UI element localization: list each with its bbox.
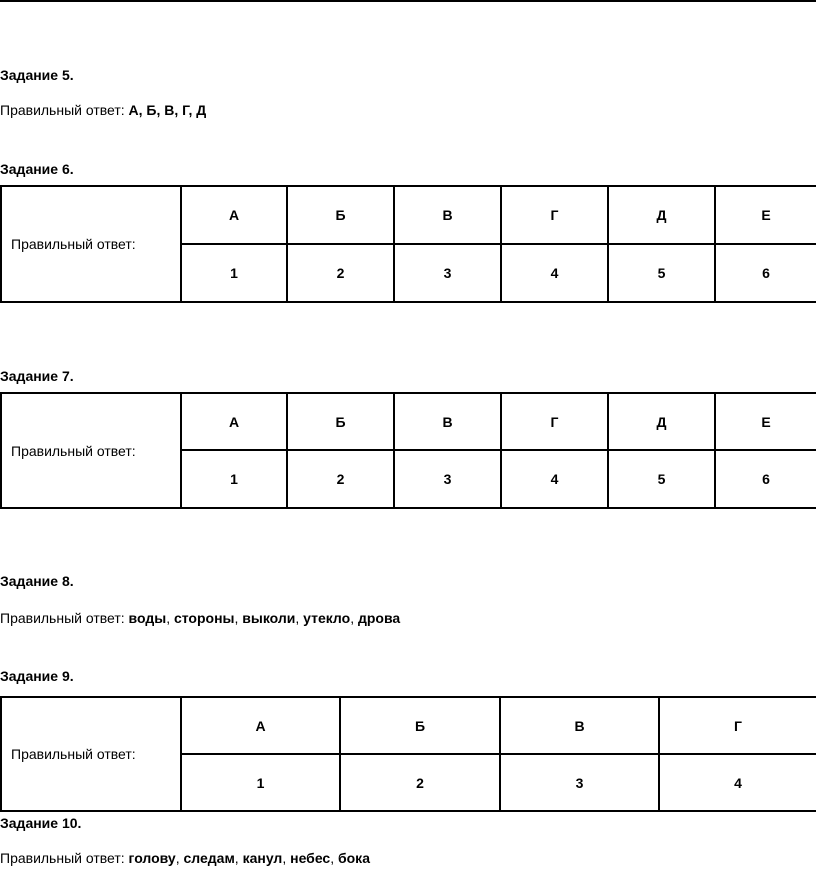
task7-label-cell: Правильный ответ:	[1, 393, 181, 508]
task7-number-cell: 2	[287, 450, 394, 508]
task8-answer: Правильный ответ: воды, стороны, выколи, утекло, дрова	[0, 610, 401, 626]
task6-letter-cell: Е	[715, 186, 816, 244]
task10-answer-label: Правильный ответ:	[0, 850, 129, 866]
task10-word: следам	[183, 850, 235, 866]
task8-word: утекло	[303, 610, 351, 626]
task7-heading: Задание 7.	[0, 368, 74, 384]
task6-number-cell: 1	[181, 244, 287, 302]
task9-letter-cell: Б	[340, 697, 500, 754]
task7-number-cell: 1	[181, 450, 287, 508]
task5-answer	[0, 101, 206, 119]
task6-label-cell: Правильный ответ:	[1, 186, 181, 302]
task10-answer: Правильный ответ: голову, следам, канул, небес, бока	[0, 850, 370, 866]
task7-letter-cell: Д	[608, 393, 715, 450]
task9-label-cell: Правильный ответ:	[1, 697, 181, 811]
task9-number-cell: 2	[340, 754, 500, 811]
task7-number-cell: 3	[394, 450, 501, 508]
task9-letter-cell: Г	[659, 697, 816, 754]
task7-number-cell: 6	[715, 450, 816, 508]
task6-letter-cell: Г	[501, 186, 608, 244]
task10-heading: Задание 10.	[0, 815, 82, 831]
task9-letter-cell: В	[500, 697, 659, 754]
task5-answer-value: А, Б, В, Г, Д	[128, 102, 207, 118]
task10-word: голову	[128, 850, 176, 866]
task6-answer-table	[0, 185, 816, 303]
task8-word: дрова	[357, 610, 401, 626]
task9-number-cell: 3	[500, 754, 659, 811]
task9-answer-table	[0, 696, 816, 812]
task6-number-cell: 4	[501, 244, 608, 302]
task10-word: небес	[290, 850, 331, 866]
task7-answer-table	[0, 392, 816, 509]
task5-heading: Задание 5.	[0, 67, 74, 83]
task6-letter-cell: Б	[287, 186, 394, 244]
task8-answer-label: Правильный ответ:	[0, 610, 129, 626]
task6-number-cell: 3	[394, 244, 501, 302]
task9-number-cell: 1	[181, 754, 340, 811]
task6-number-cell: 5	[608, 244, 715, 302]
task6-heading: Задание 6.	[0, 161, 74, 177]
task7-number-cell: 4	[501, 450, 608, 508]
task10-word: канул	[242, 850, 283, 866]
task6-number-cell: 2	[287, 244, 394, 302]
task9-number-cell: 4	[659, 754, 816, 811]
task8-word: выколи	[242, 610, 296, 626]
task6-letter-cell: А	[181, 186, 287, 244]
task7-letter-cell: А	[181, 393, 287, 450]
task6-number-cell: 6	[715, 244, 816, 302]
top-rule	[0, 0, 816, 2]
task5-answer-label: Правильный ответ:	[0, 102, 129, 118]
task9-heading: Задание 9.	[0, 668, 74, 684]
task7-letter-cell: В	[394, 393, 501, 450]
task6-letter-cell: Д	[608, 186, 715, 244]
task8-word: воды	[128, 610, 167, 626]
task10-word: бока	[337, 850, 370, 866]
task8-heading: Задание 8.	[0, 573, 74, 589]
task7-letter-cell: Б	[287, 393, 394, 450]
task7-number-cell: 5	[608, 450, 715, 508]
task7-letter-cell: Е	[715, 393, 816, 450]
task8-word: стороны	[173, 610, 235, 626]
task7-letter-cell: Г	[501, 393, 608, 450]
task9-letter-cell: А	[181, 697, 340, 754]
task6-letter-cell: В	[394, 186, 501, 244]
